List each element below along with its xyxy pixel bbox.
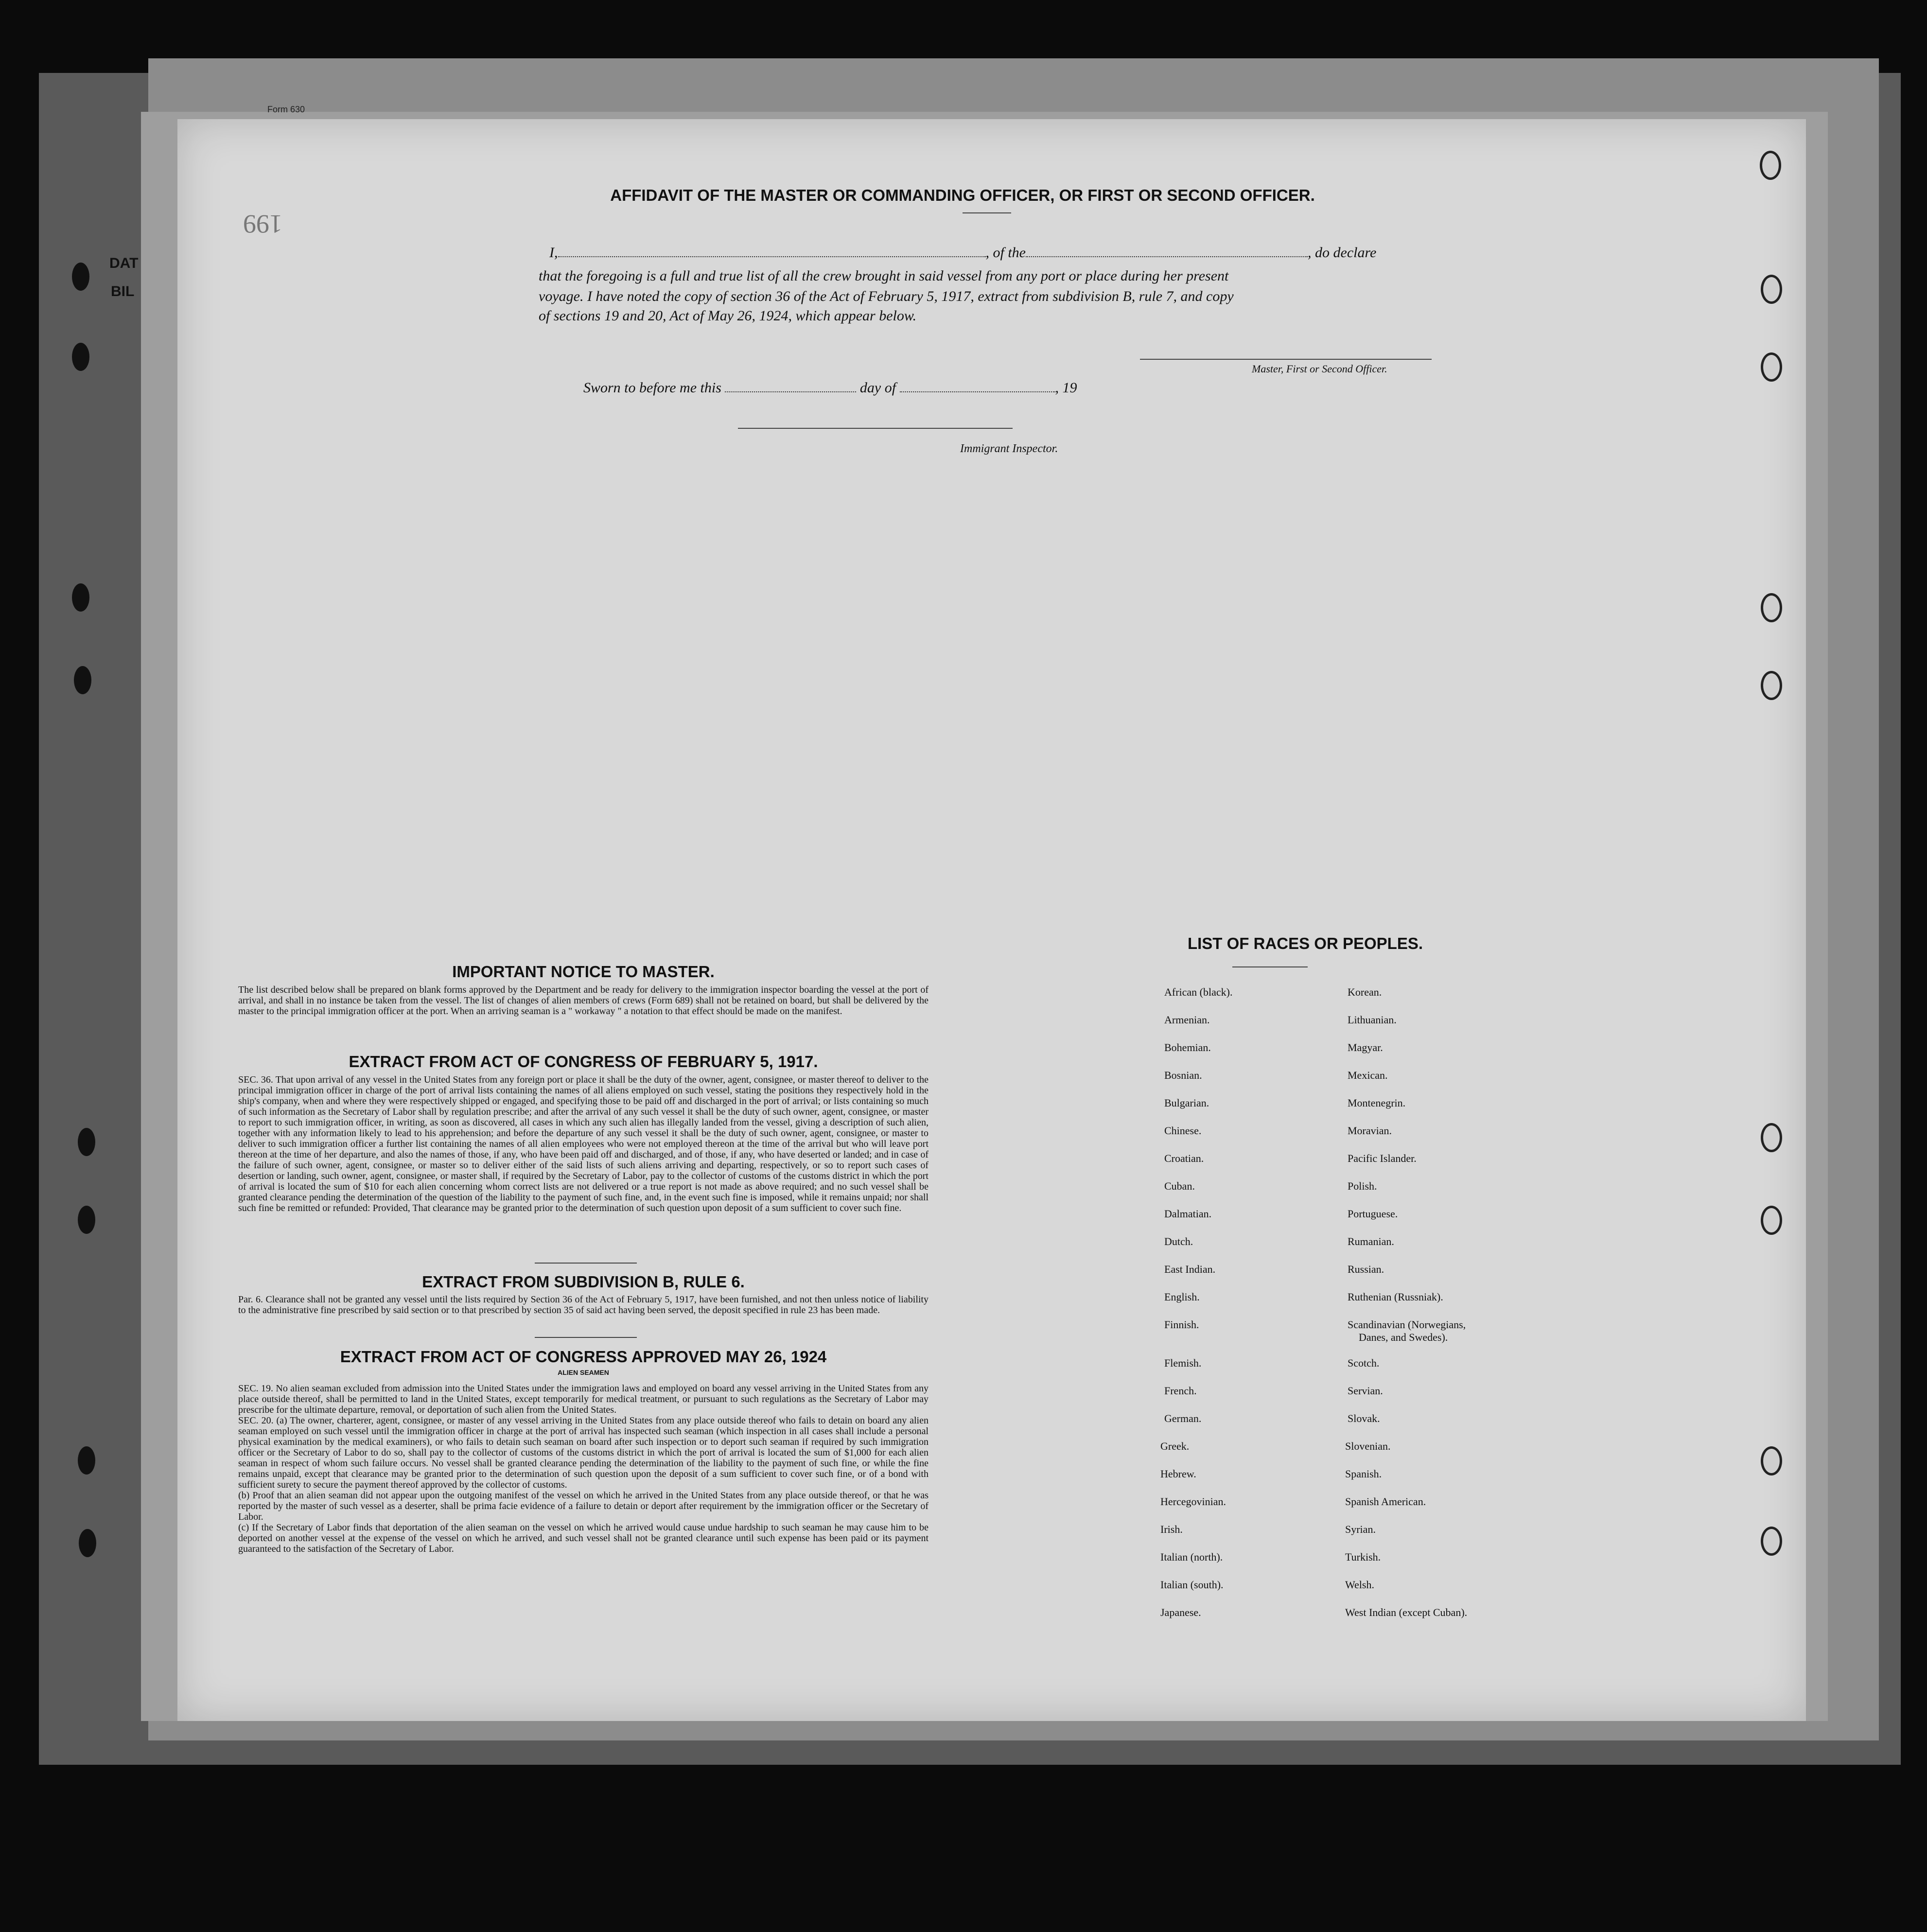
race-item: Rumanian. [1348,1235,1394,1247]
sworn-day-blank[interactable] [725,391,856,392]
extract-1917-text: SEC. 36. That upon arrival of any vessel in the United States from any foreign port or place it shall be the duty of the owner, agent, consignee, or master thereof to deliver to the principal immigration officer in charge of the port of arrival lists containing the names of all aliens employed on such vessel, stating the positions they respectively hold in the ship's company, when and where they were respectively shipped or engaged, and specifying those to be paid off and discharged in the port of arrival; or lists containing so much of such information as the Secretary of Labor shall by regulation prescribe; and after the arrival of any such vessel it shall be the duty of such owner, agent, consignee, or master to report to such immigration officer, in writing, as soon as discovered, all cases in which any such alien has illegally landed from the vessel, giving a description of such alien, together with any information likely to lead to his apprehension; and before the departure of any such vessel it shall be the duty of such owner, agent, consignee, or master to deliver to such immigration officer a further list containing the names of all alien employees who were not employed thereon at the time of the arrival but who will leave port thereon at the time of her departure, and also the names of those, if any, who have been paid off and discharged, and of those, if any, who have deserted or landed; and in case of the failure of such owner, agent, consignee, or master so to deliver either of the said lists of such aliens arriving and departing, respectively, or so to report such cases of desertion or landing, such owner, agent, consignee, or master shall, if required by the Secretary of Labor, pay to the collector of customs of the customs district in which the port of arrival is located the sum of $10 for each alien concerning whom correct lists are not delivered or a true report is not made as above required; and no such vessel shall be granted clearance pending the determination of the question of the liability to the payment of such fine, and, in the event such fine is imposed, while it remains unpaid; nor shall such fine be remitted or refunded: Provided, That clearance may be granted prior to the determination of such question upon deposit of a sum sufficient to cover such fine. [238,1074,928,1213]
races-title: LIST OF RACES OR PEOPLES. [1187,934,1423,952]
punch-hole [78,1128,95,1156]
race-item: Cuban. [1164,1180,1195,1192]
race-item: Hebrew. [1160,1468,1196,1480]
race-item: Japanese. [1160,1606,1201,1618]
affidavit-line-2: that the foregoing is a full and true list of all the crew brought in said vessel from any port or place during her present [539,268,1229,284]
race-item: Welsh. [1345,1579,1374,1591]
day-of-label: day of [859,380,896,396]
race-item: Hercegovinian. [1160,1495,1226,1508]
race-item: Bosnian. [1164,1069,1202,1081]
punch-hole [1760,151,1781,180]
race-item: Polish. [1348,1180,1377,1192]
punch-hole [1761,1527,1782,1556]
affidavit-line-1 [549,243,1458,263]
year-prefix: , 19 [1055,380,1077,396]
title-rule [963,212,1011,213]
sec20a-text: SEC. 20. (a) The owner, charterer, agent, consignee, or master of any vessel arriving in the United States from any place outside thereof who fails to detain on board any alien seaman employed on such vessel until the immigration officer in charge at the port of arrival has inspected such seaman (which inspection in all cases shall include a personal physical examination by the medical examiners), or who fails to detain such seaman on board after such inspection or to deport such seaman if required by such immigration officer or the Secretary of Labor to do so, shall pay to the collector of customs of the customs district in which the port of arrival is located the sum of $1,000 for each alien seaman in respect of whom such failure occurs. No vessel shall be granted clearance pending the determination of the liability to the payment of such fine, or while the fine remains unpaid, except that clearance may be granted prior to the determination of such question upon the deposit of a sum sufficient to cover such fine, or of a bond with sufficient surety to secure the payment thereof approved by the collector of customs. [238,1415,928,1490]
punch-hole [78,1446,95,1475]
races-rule [1232,966,1308,967]
race-item: Italian (south). [1160,1579,1224,1591]
race-item: Finnish. [1164,1318,1199,1331]
form-number: Form 630 [267,105,305,114]
race-item: Montenegrin. [1348,1097,1406,1109]
punch-hole [1761,1123,1782,1152]
race-item: East Indian. [1164,1263,1216,1275]
race-item: Chinese. [1164,1124,1202,1137]
extract-1917-title: EXTRACT FROM ACT OF CONGRESS OF FEBRUARY 5, 1917. [349,1053,818,1071]
race-item: West Indian (except Cuban). [1345,1606,1468,1618]
master-signature-label: Master, First or Second Officer. [1252,363,1387,375]
race-item: Bohemian. [1164,1041,1211,1054]
sec19-text: SEC. 19. No alien seaman excluded from admission into the United States under the immigration laws and employed on board any vessel arriving in the United States from any place outside thereof, shall be permitted to land in the United States, except temporarily for medical treatment, or pursuant to such regulations as the Secretary of Labor may prescribe for the ultimate departure, removal, or deportation of such alien from the United States. [238,1383,928,1415]
punch-hole [79,1529,96,1557]
race-item: Armenian. [1164,1014,1210,1026]
race-item: English. [1164,1291,1200,1303]
punch-hole [74,666,91,694]
race-continuation: Danes, and Swedes). [1359,1331,1448,1343]
margin-label-dat: DAT [109,255,139,271]
race-item: Lithuanian. [1348,1014,1397,1026]
affidavit-title: AFFIDAVIT OF THE MASTER OR COMMANDING OFFICER, OR FIRST OR SECOND OFFICER. [610,186,1315,204]
affidavit-line-3: voyage. I have noted the copy of section 36 of the Act of February 5, 1917, extract from subdivision B, rule 7, and copy [539,288,1234,304]
race-item: Greek. [1160,1440,1190,1452]
sworn-line [583,378,1167,398]
race-item: Russian. [1348,1263,1384,1275]
margin-label-bil: BIL [111,283,135,299]
notice-title: IMPORTANT NOTICE TO MASTER. [452,963,715,981]
extract-1924-title: EXTRACT FROM ACT OF CONGRESS APPROVED MAY 26, 1924 [340,1348,827,1366]
race-item: Irish. [1160,1523,1183,1535]
sec20c-text: (c) If the Secretary of Labor finds that deportation of the alien seaman on the vessel on which he arrived would cause undue hardship to such seaman he may cause him to be deported on another vessel at the expense of the vessel on which he arrived, and such vessel shall not be granted clearance until such expense has been paid or its payment guaranteed to the satisfaction of the Secretary of Labor. [238,1522,928,1554]
stamped-page-number: 199 [243,210,282,239]
affidavit-declare-label: , do declare [1308,245,1377,261]
sworn-month-blank[interactable] [900,391,1055,392]
race-item: Portuguese. [1348,1208,1398,1220]
race-item: Slovenian. [1345,1440,1391,1452]
race-item: Scotch. [1348,1357,1380,1369]
race-item: Slovak. [1348,1412,1380,1424]
race-item: Turkish. [1345,1551,1381,1563]
master-signature-line[interactable] [1140,359,1432,360]
affidavit-line-4: of sections 19 and 20, Act of May 26, 1924, which appear below. [539,308,917,324]
punch-hole [1761,671,1782,700]
extract-1924-body [238,1383,928,1554]
punch-hole [1761,1446,1782,1475]
race-item: Moravian. [1348,1124,1392,1137]
race-item: Italian (north). [1160,1551,1223,1563]
race-item: Magyar. [1348,1041,1383,1054]
punch-hole [78,1206,95,1234]
race-item: Bulgarian. [1164,1097,1209,1109]
name-blank[interactable] [558,256,986,257]
punch-hole [72,263,89,291]
affidavit-i-label: I, [549,245,558,261]
section-rule [535,1337,637,1338]
race-item: Spanish. [1345,1468,1382,1480]
section-rule [535,1263,637,1264]
race-item: Mexican. [1348,1069,1388,1081]
rule6-title: EXTRACT FROM SUBDIVISION B, RULE 6. [422,1273,745,1291]
extract-1924-subtitle: ALIEN SEAMEN [558,1369,609,1376]
affidavit-of-the-label: , of the [985,245,1026,261]
race-item: African (black). [1164,986,1233,998]
punch-hole [1761,1206,1782,1235]
race-item: Spanish American. [1345,1495,1426,1508]
punch-hole [72,343,89,371]
race-item: Dutch. [1164,1235,1193,1247]
race-item: Dalmatian. [1164,1208,1212,1220]
race-item: Korean. [1348,986,1382,998]
sec20b-text: (b) Proof that an alien seaman did not appear upon the outgoing manifest of the vessel on which he arrived in the United States from any place outside thereof, or that he was reported by the master of such vessel as a deserter, shall be prima facie evidence of a failure to detain or deport after requirement by the immigration officer or the Secretary of Labor. [238,1490,928,1522]
rule6-text: Par. 6. Clearance shall not be granted any vessel until the lists required by Section 36 of the Act of February 5, 1917, have been furnished, and not then unless notice of liability to the administrative fine prescribed by said section or to that prescribed by section 35 of said act having been served, the deposit specified in rule 23 has been made. [238,1294,928,1316]
punch-hole [72,583,89,612]
punch-hole [1761,352,1782,382]
punch-hole [1761,593,1782,622]
inspector-label: Immigrant Inspector. [960,442,1058,455]
race-item: Scandinavian (Norwegians, [1348,1318,1466,1331]
race-item: Syrian. [1345,1523,1376,1535]
race-item: Servian. [1348,1385,1383,1397]
race-item: Ruthenian (Russniak). [1348,1291,1443,1303]
sworn-label: Sworn to before me this [583,380,721,396]
race-item: Pacific Islander. [1348,1152,1417,1164]
punch-hole [1761,275,1782,304]
vessel-blank[interactable] [1026,256,1308,257]
race-item: German. [1164,1412,1202,1424]
race-item: French. [1164,1385,1197,1397]
race-item: Croatian. [1164,1152,1204,1164]
race-item: Flemish. [1164,1357,1202,1369]
notice-text: The list described below shall be prepared on blank forms approved by the Department and be ready for delivery to the immigration inspector boarding the vessel at the port of arrival, and shall in no instance be taken from the vessel. The list of changes of alien members of crews (Form 689) shall not be retained on board, but shall be delivered by the master to the principal immigration officer at the port. When an arriving seaman is a " workaway " a notation to that effect should be made on the manifest. [238,984,928,1017]
inspector-signature-line[interactable] [738,428,1013,429]
